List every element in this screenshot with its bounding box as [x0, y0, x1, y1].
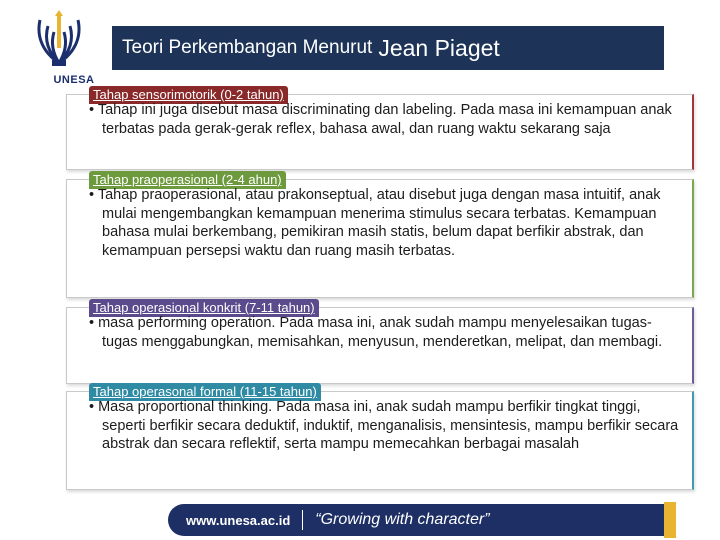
stage-heading: Tahap operasonal formal (11-15 tahun) — [89, 383, 321, 401]
footer-url[interactable]: www.unesa.ac.id — [186, 512, 291, 528]
slide-title — [112, 26, 664, 70]
stage-heading: Tahap praoperasional (2-4 ahun) — [89, 171, 286, 189]
footer-divider — [302, 510, 303, 530]
stage-sensorimotor — [66, 87, 694, 170]
stage-description: • Tahap praoperasional, atau prakonseptual, atau disebut juga dengan masa intuitif, anak mulai mengembangkan kemampuan menerima stimulus secara terbatas. Kemampuan bahasa mulai berkembang, pemikiran masih statis, belum dapat berfikir abstrak, dan kemampuan persepsi waktu dan ruang masih terbatas. — [89, 187, 661, 259]
unesa-logo — [14, 8, 104, 88]
unesa-emblem-icon — [14, 8, 104, 78]
stage-preoperational — [66, 172, 694, 298]
footer-accent — [664, 502, 676, 538]
stage-description: • Tahap ini juga disebut masa discriminating dan labeling. Pada masa ini kemampuan anak terbatas pada gerak-gerak reflex, bahasa awal, dan ruang waktu sekarang saja — [89, 102, 672, 137]
stage-formal-operational — [66, 384, 694, 490]
stage-heading: Tahap sensorimotorik (0-2 tahun) — [89, 86, 288, 104]
stage-concrete-operational — [66, 300, 694, 384]
stage-description: • Masa proportional thinking. Pada masa ini, anak sudah mampu berfikir tingkat tinggi, seperti berfikir secara deduktif, induktif, menganalisis, mensintesis, mampu berfikir secara abstrak dan secara reflektif, serta mampu memecahkan berbagai masalah — [89, 399, 679, 452]
title-text: Teori Perkembangan Menurut — [122, 37, 373, 58]
title-name: Jean Piaget — [378, 34, 500, 61]
stage-description: • masa performing operation. Pada masa ini, anak sudah mampu menyelesaikan tugas-tugas menggabungkan, memisahkan, menyusun, menderetkan, melipat, dan membagi. — [89, 315, 663, 350]
footer-banner — [168, 504, 672, 536]
stage-heading: Tahap operasional konkrit (7-11 tahun) — [89, 299, 319, 317]
footer-slogan: “Growing with character” — [315, 511, 490, 528]
logo-text: UNESA — [53, 74, 95, 86]
